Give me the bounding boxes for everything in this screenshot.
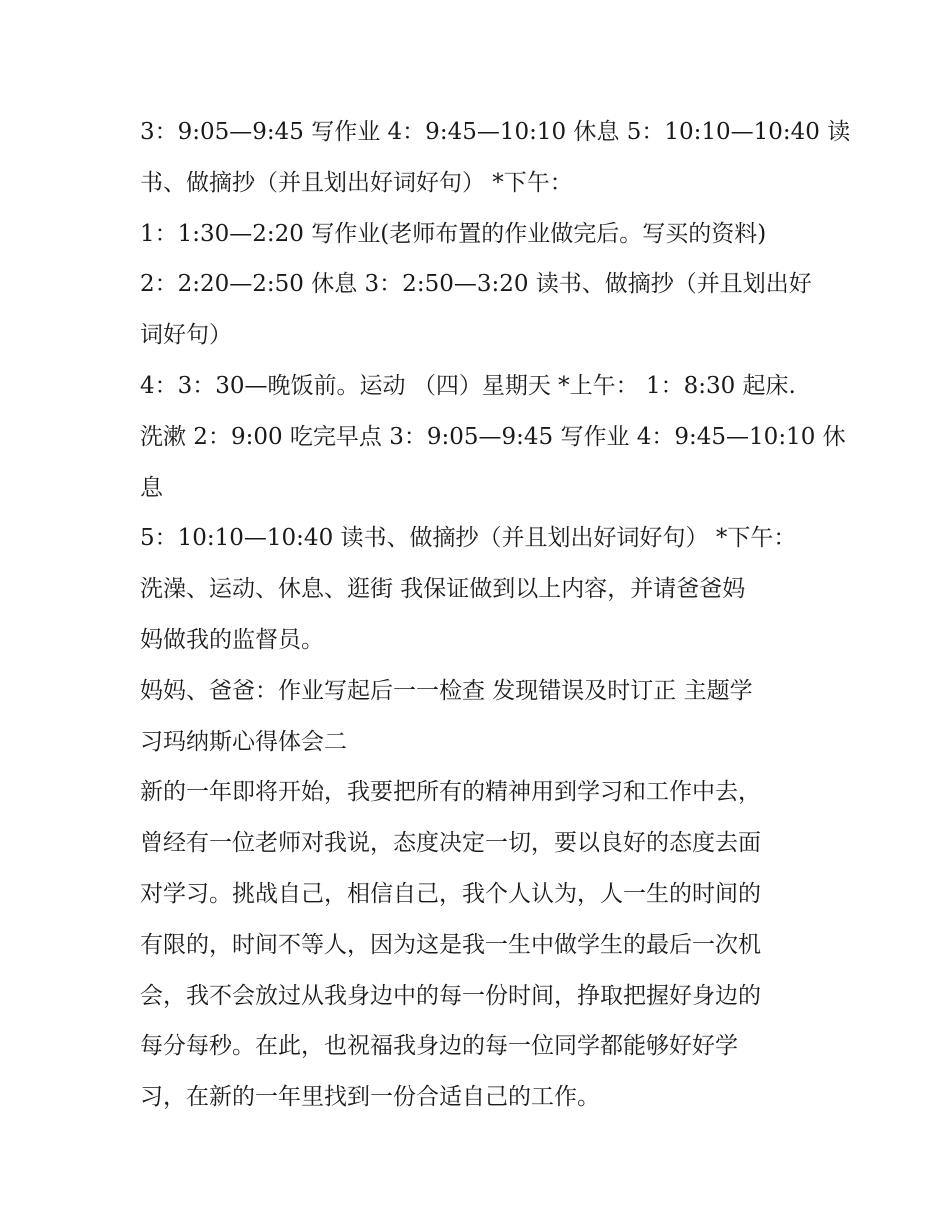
text-line: 有限的，时间不等人，因为这是我一生中做学生的最后一次机	[140, 931, 761, 958]
text-line: 3：9:05—9:45 写作业 4：9:45—10:10 休息 5：10:10—10:40 读	[140, 119, 851, 145]
body-text	[140, 107, 851, 1123]
text-line: 息	[140, 474, 163, 501]
text-line: 对学习。挑战自己，相信自己，我个人认为，人一生的时间的	[140, 880, 761, 907]
text-line: 曾经有一位老师对我说，态度决定一切，要以良好的态度去面	[140, 830, 761, 857]
text-line: 习，在新的一年里找到一份合适自己的工作。	[140, 1084, 600, 1111]
text-line: 会，我不会放过从我身边中的每一份时间，挣取把握好身边的	[140, 982, 761, 1009]
text-line: 妈妈、爸爸：作业写起后一一检查 发现错误及时订正 主题学	[140, 677, 753, 704]
text-line: 书、做摘抄（并且划出好词好句） *下午：	[140, 169, 573, 196]
text-line: 妈做我的监督员。	[140, 626, 324, 653]
text-line: 每分每秒。在此，也祝福我身边的每一位同学都能够好好学	[140, 1033, 738, 1060]
text-line: 2：2:20—2:50 休息 3：2:50—3:20 读书、做摘抄（并且划出好	[140, 271, 812, 298]
text-line: 洗澡、运动、休息、逛街 我保证做到以上内容，并请爸爸妈	[140, 576, 746, 603]
text-line: 4：3：30—晚饭前。运动 （四）星期天 *上午： 1：8:30 起床.	[140, 372, 796, 399]
text-line: 5：10:10—10:40 读书、做摘抄（并且划出好词好句） *下午：	[140, 525, 797, 552]
text-line: 1：1:30—2:20 写作业(老师布置的作业做完后。写买的资料)	[140, 220, 767, 247]
text-line: 新的一年即将开始，我要把所有的精神用到学习和工作中去，	[140, 779, 761, 806]
text-line: 习玛纳斯心得体会二	[140, 728, 347, 755]
text-line: 洗漱 2：9:00 吃完早点 3：9:05—9:45 写作业 4：9:45—10:10 休	[140, 423, 846, 450]
text-line: 词好句）	[140, 322, 232, 349]
